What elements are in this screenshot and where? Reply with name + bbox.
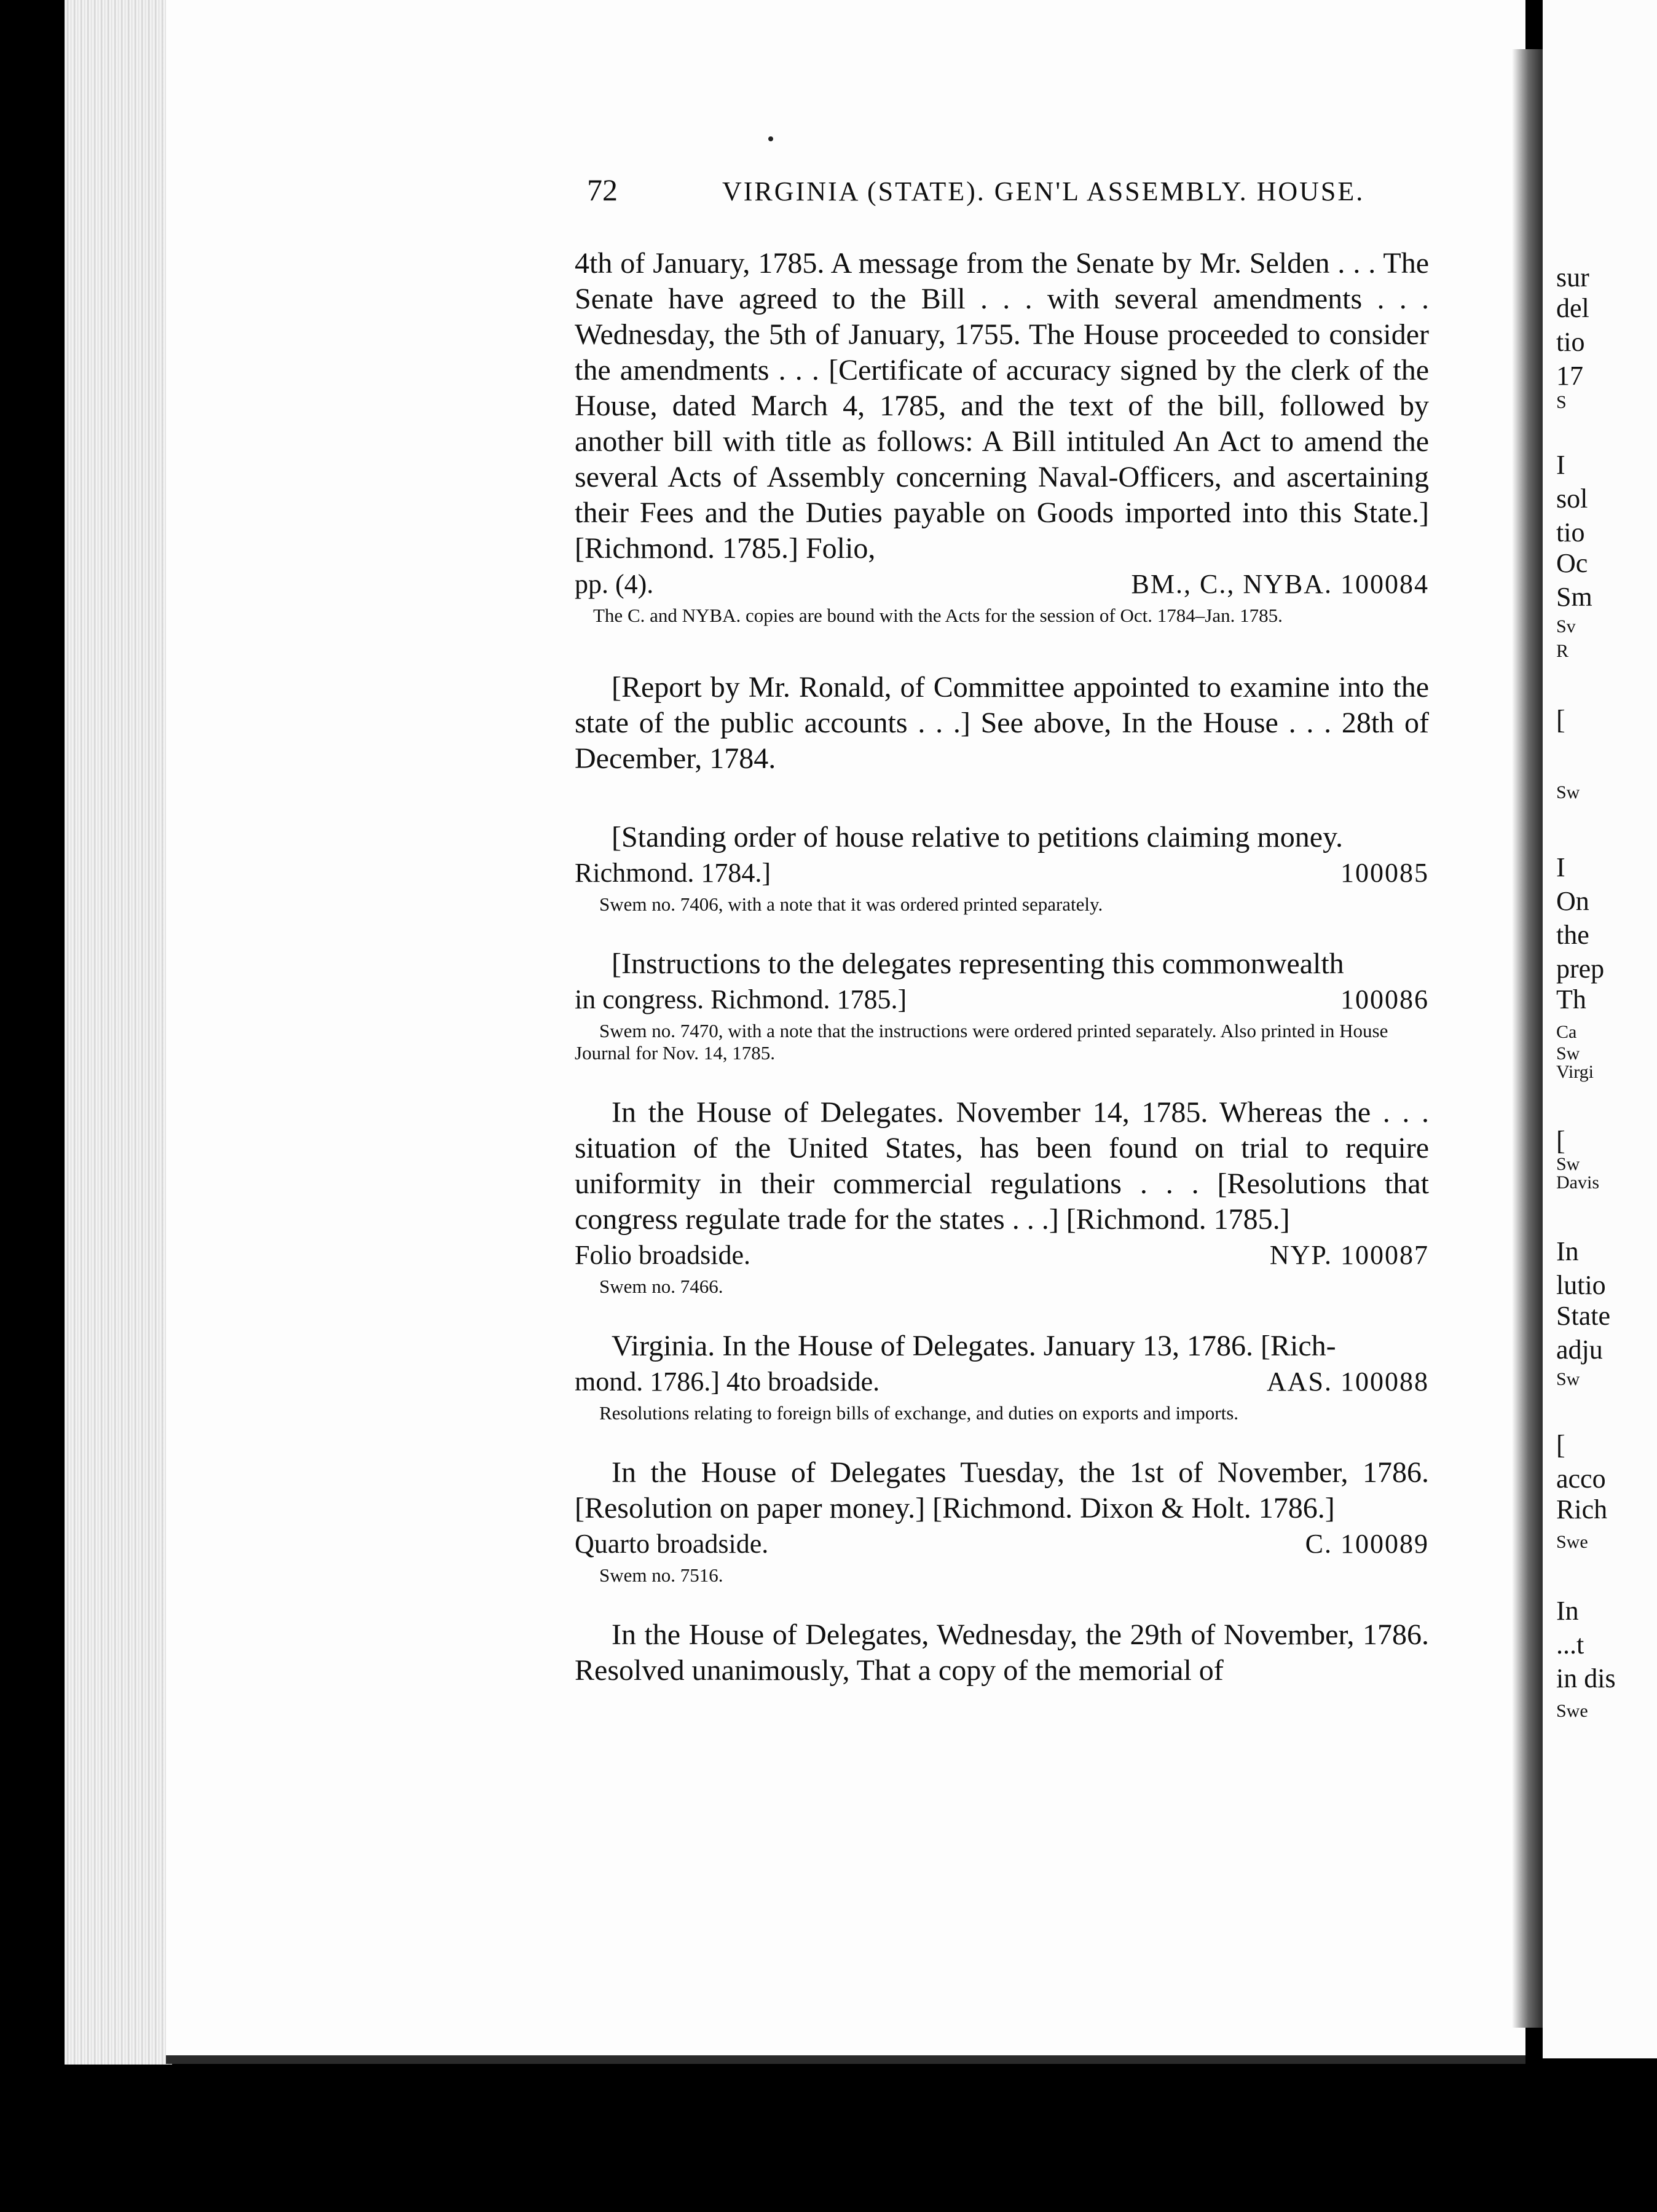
entry-location-number: BM., C., NYBA. 100084 <box>1131 569 1429 599</box>
entry-meta <box>575 1364 1429 1400</box>
right-page-fragment: tio <box>1556 327 1585 357</box>
entry-report-ronald <box>575 670 1429 777</box>
right-page-fragment: On <box>1556 886 1589 916</box>
entry-meta-left: Folio broadside. <box>575 1240 750 1270</box>
entry-location-number: 100085 <box>1340 858 1429 888</box>
right-page-fragment: the <box>1556 920 1589 950</box>
page-edge-leaves <box>65 0 172 2065</box>
entry-100086 <box>575 946 1429 1064</box>
right-page-fragment: In <box>1556 1236 1579 1266</box>
right-page-fragment: [ <box>1556 1430 1565 1460</box>
entry-location-number: C. 100089 <box>1305 1529 1429 1559</box>
right-page-fragment: Sw <box>1556 1043 1580 1064</box>
right-page-fragment: R <box>1556 641 1569 661</box>
right-page-fragment: prep <box>1556 954 1605 984</box>
page-number: 72 <box>587 173 618 207</box>
right-page-fragment: In <box>1556 1596 1579 1626</box>
entry-body: In the House of Delegates. November 14, 1785. Whereas the . . . situation of the United States, has been found on trial to require uniformity in their commercial regulations . . . [Resolutions that congress regulate trade for the states . . .] [Richmond. 1785.] <box>575 1096 1429 1236</box>
entry-note: Swem no. 7466. <box>599 1276 723 1297</box>
entry-meta <box>575 982 1429 1018</box>
right-page-fragment: I <box>1556 852 1565 882</box>
entry-meta-left: mond. 1786.] 4to broadside. <box>575 1367 880 1397</box>
entry-meta <box>575 1237 1429 1273</box>
right-page-fragment: Swe <box>1556 1701 1588 1721</box>
right-page-fragment: ...t <box>1556 1630 1584 1660</box>
entry-100089 <box>575 1455 1429 1586</box>
right-page-fragment: Sv <box>1556 616 1576 637</box>
right-page-fragment: State <box>1556 1301 1610 1331</box>
entry-meta-left: pp. (4). <box>575 569 654 599</box>
entry-body: [Instructions to the delegates representing this commonwealth <box>612 947 1344 980</box>
entry-body: [Standing order of house relative to petitions claiming money. <box>612 821 1343 853</box>
entry-meta-left: in congress. Richmond. 1785.] <box>575 984 907 1014</box>
page-text <box>575 246 1429 1688</box>
right-page-fragment: Virgi <box>1556 1062 1594 1082</box>
entry-body: Virginia. In the House of Delegates. January 13, 1786. [Rich- <box>612 1330 1336 1362</box>
right-page-fragment: Th <box>1556 984 1586 1014</box>
right-page-fragment: Sw <box>1556 1154 1580 1174</box>
entry-note: Swem no. 7470, with a note that the instructions were ordered printed separately. Also printed in House Journal for Nov. 14, 1785. <box>575 1020 1388 1064</box>
ink-speck <box>768 136 773 141</box>
right-page-fragment: [ <box>1556 1126 1565 1156</box>
entry-meta <box>575 855 1429 891</box>
entry-note: Swem no. 7406, with a note that it was ordered printed separately. <box>599 893 1103 915</box>
entry-100084 <box>575 246 1429 627</box>
right-page-fragment: in dis <box>1556 1663 1616 1693</box>
right-page-fragment: Rich <box>1556 1494 1608 1524</box>
right-page-fragment: I <box>1556 450 1565 480</box>
right-page-fragment: lutio <box>1556 1270 1606 1300</box>
entry-meta <box>575 1526 1429 1562</box>
entry-100085 <box>575 820 1429 916</box>
entry-location-number: 100086 <box>1340 984 1429 1014</box>
entry-memorial <box>575 1617 1429 1688</box>
right-page-fragment: adju <box>1556 1335 1603 1365</box>
entry-meta-left: Richmond. 1784.] <box>575 858 771 888</box>
right-page-fragment: sur <box>1556 262 1589 292</box>
right-page-fragment: Ca <box>1556 1022 1577 1042</box>
entry-note: Swem no. 7516. <box>599 1564 723 1586</box>
entry-body: In the House of Delegates, Wednesday, the 29th of November, 1786. Resolved unanimously, That a copy of the memorial of <box>575 1618 1429 1687</box>
right-page-fragment: del <box>1556 293 1589 323</box>
right-page-fragment: [ <box>1556 705 1565 735</box>
running-head-title: VIRGINIA (STATE). GEN'L ASSEMBLY. HOUSE. <box>722 176 1365 206</box>
right-page-fragment: Sm <box>1556 582 1592 612</box>
right-page-fragment: Sw <box>1556 1369 1580 1389</box>
entry-note: Resolutions relating to foreign bills of exchange, and duties on exports and imports. <box>599 1402 1239 1424</box>
right-page-fragment: sol <box>1556 484 1588 514</box>
entry-location-number: NYP. 100087 <box>1269 1240 1429 1270</box>
right-page-fragment: acco <box>1556 1464 1606 1494</box>
right-page-fragment: Oc <box>1556 548 1588 578</box>
entry-meta-left: Quarto broadside. <box>575 1529 769 1559</box>
right-page-fragment: Davis <box>1556 1172 1599 1193</box>
right-page-fragment: S <box>1556 392 1567 412</box>
right-page-fragment: 17 <box>1556 361 1583 391</box>
right-page-fragment: tio <box>1556 517 1585 547</box>
entry-body: 4th of January, 1785. A message from the Senate by Mr. Selden . . . The Senate have agreed to the Bill . . . with several amendments . . . Wednesday, the 5th of January, 1755. The House proceeded to consider the amendments . . . [Certificate of accuracy signed by the clerk of the House, dated March 4, 1785, and the text of the bill, followed by another bill with title as follows: A Bill intituled An Act to amend the several Acts of Assembly concerning Naval-Officers, and ascertaining their Fees and the Duties payable on Goods imported into this State.] [Richmond. 1785.] Folio, <box>575 247 1429 565</box>
entry-body: In the House of Delegates Tuesday, the 1st of November, 1786. [Resolution on paper money.] [Richmond. Dixon & Holt. 1786.] <box>575 1456 1429 1524</box>
entry-location-number: AAS. 100088 <box>1266 1367 1429 1397</box>
right-page-fragment: Sw <box>1556 782 1580 802</box>
entry-note: The C. and NYBA. copies are bound with the Acts for the session of Oct. 1784–Jan. 1785. <box>593 605 1283 626</box>
right-page-fragment: Swe <box>1556 1532 1588 1552</box>
entry-body: [Report by Mr. Ronald, of Committee appointed to examine into the state of the public accounts . . .] See above, In the House . . . 28th of December, 1784. <box>575 671 1429 775</box>
entry-100088 <box>575 1328 1429 1424</box>
entry-meta <box>575 567 1429 602</box>
entry-100087 <box>575 1095 1429 1298</box>
right-page-edge <box>1543 0 1657 2058</box>
